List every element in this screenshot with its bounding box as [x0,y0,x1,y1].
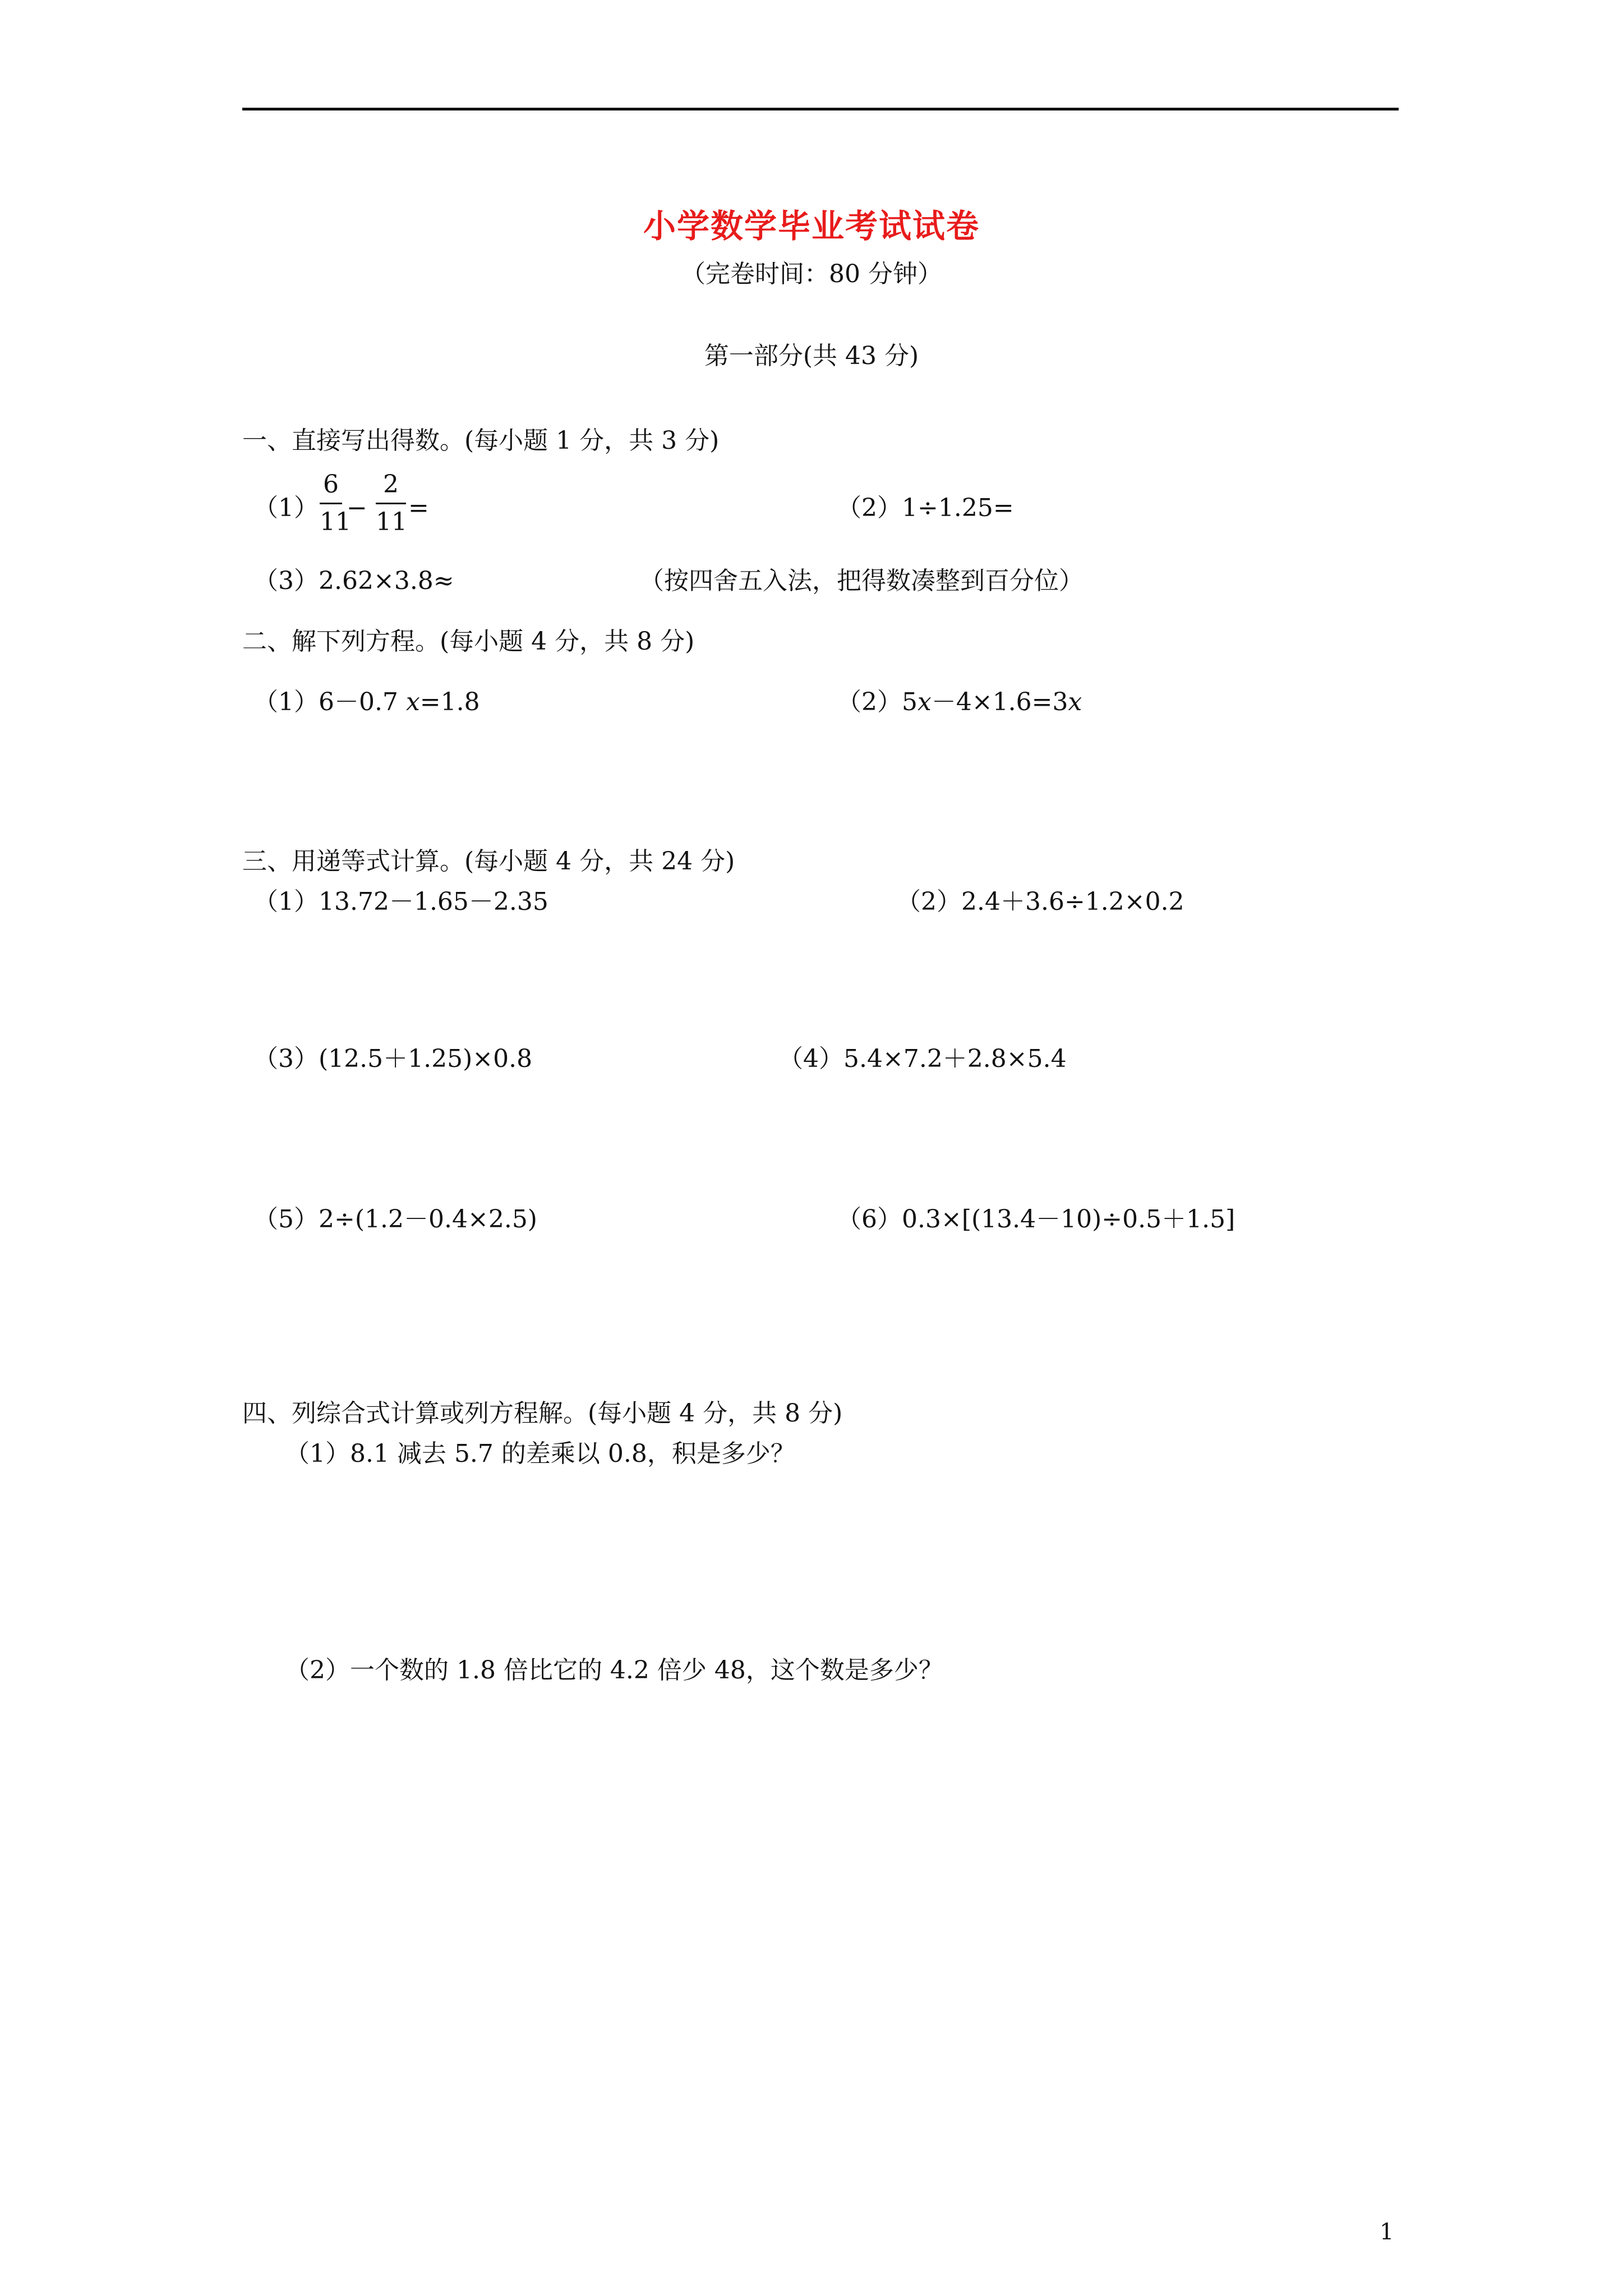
s3-q2: （2）2.4＋3.6÷1.2×0.2 [896,887,1184,916]
fraction-bar [376,503,406,504]
s3-q1: （1）13.72－1.65－2.35 [253,887,548,916]
page-number: 1 [1380,2219,1394,2245]
s2-q1-right: =1.8 [419,688,480,716]
section2-heading: 二、解下列方程。(每小题 4 分，共 8 分) [242,627,695,656]
s3-q3: （3）(12.5＋1.25)×0.8 [253,1045,533,1073]
s4-q1: （1）8.1 减去 5.7 的差乘以 0.8，积是多少？ [285,1439,795,1468]
s2-q1-left: （1）6－0.7 [253,688,406,716]
header-rule [242,108,1399,111]
fraction-numerator: 6 [323,470,339,499]
s1-q2: （2）1÷1.25= [837,494,1014,522]
fraction-bar [320,503,342,504]
part-heading: 第一部分(共 43 分) [704,342,919,370]
section3-heading: 三、用递等式计算。(每小题 4 分，共 24 分) [242,847,735,876]
s1-q1-fraction-1 [320,469,351,538]
s2-q1 [253,685,480,719]
s1-q1-equals: = [408,494,429,522]
s3-q5: （5）2÷(1.2－0.4×2.5) [253,1205,537,1234]
variable-x: x [405,688,420,716]
section1-heading: 一、直接写出得数。(每小题 1 分，共 3 分) [242,426,720,455]
exam-duration: （完卷时间：80 分钟） [681,260,942,288]
s3-q6: （6）0.3×[(13.4－10)÷0.5＋1.5] [837,1205,1235,1234]
s1-q3-note: （按四舍五入法，把得数凑整到百分位） [639,567,1083,595]
s1-q1-label: （1） [253,494,319,522]
s2-q2-left: （2）5 [837,688,917,716]
s1-q1-minus: − [347,494,367,522]
s2-q2 [837,685,1082,719]
fraction-denominator: 11 [320,508,351,536]
fraction-numerator: 2 [383,470,399,499]
s2-q2-middle: －4×1.6=3 [931,688,1068,716]
variable-x: x [917,688,932,716]
s1-q3: （3）2.62×3.8≈ [253,567,454,595]
s1-q1-fraction-2 [376,469,406,538]
s4-q2: （2）一个数的 1.8 倍比它的 4.2 倍少 48，这个数是多少？ [285,1656,943,1685]
s3-q4: （4）5.4×7.2＋2.8×5.4 [778,1045,1067,1073]
exam-title: 小学数学毕业考试试卷 [643,207,980,245]
variable-x: x [1068,688,1082,716]
fraction-denominator: 11 [376,508,407,536]
section4-heading: 四、列综合式计算或列方程解。(每小题 4 分，共 8 分) [242,1399,843,1428]
